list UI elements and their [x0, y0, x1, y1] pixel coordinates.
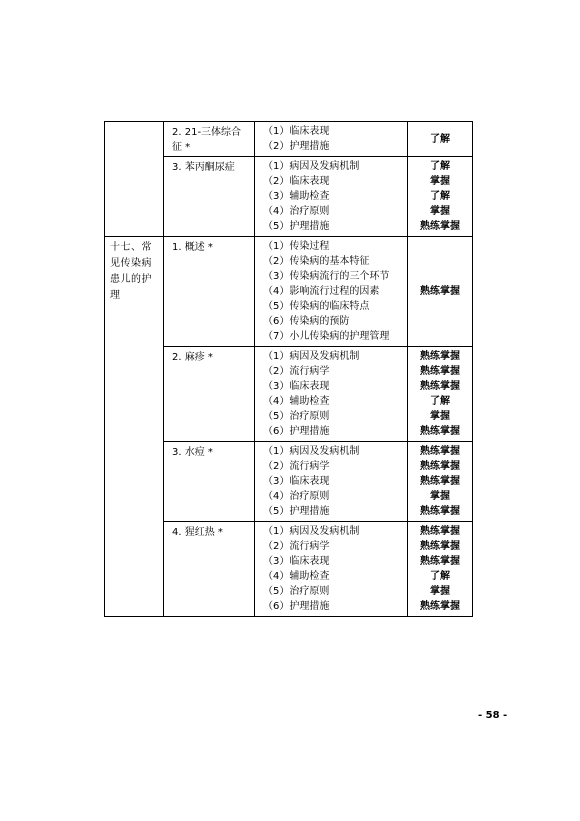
topic-title: 1. 概述 *: [172, 242, 213, 253]
topic-title: 2. 麻疹 *: [172, 352, 213, 363]
content-cell: [255, 442, 408, 522]
requirement-level: 了解: [430, 161, 450, 172]
content-item: （3）临床表现: [263, 556, 330, 567]
content-item: （4）治疗原则: [263, 491, 330, 502]
syllabus-table: [104, 121, 473, 617]
topic-title: 3. 水痘 *: [172, 447, 213, 458]
unit-title: 十七、常见传染病患儿的护理: [110, 242, 152, 301]
content-item: （2）传染病的基本特征: [263, 256, 370, 267]
requirement-level: 熟练掌握: [420, 221, 460, 232]
requirement-level: 熟练掌握: [420, 446, 460, 457]
requirement-level: 熟练掌握: [420, 461, 460, 472]
content-item: （6）护理措施: [263, 601, 330, 612]
content-cell: [255, 522, 408, 617]
requirement-cell: [408, 442, 473, 522]
requirement-level: 掌握: [430, 491, 450, 502]
topic-cell: [164, 522, 255, 617]
content-cell: [255, 122, 408, 157]
content-item: （1）病因及发病机制: [263, 161, 360, 172]
topic-title: 2. 21-三体综合征 *: [172, 127, 242, 153]
topic-cell: [164, 442, 255, 522]
requirement-level: 熟练掌握: [420, 506, 460, 517]
content-item: （7）小儿传染病的护理管理: [263, 331, 390, 342]
requirement-cell: [408, 237, 473, 347]
requirement-level: 了解: [430, 571, 450, 582]
content-item: （2）流行病学: [263, 366, 330, 377]
topic-cell: [164, 347, 255, 442]
content-item: （5）护理措施: [263, 221, 330, 232]
table-row: [105, 122, 473, 157]
content-item: （4）影响流行过程的因素: [263, 286, 380, 297]
content-item: （3）辅助检查: [263, 191, 330, 202]
content-item: （5）传染病的临床特点: [263, 301, 370, 312]
topic-cell: [164, 237, 255, 347]
content-cell: [255, 237, 408, 347]
requirement-level: 熟练掌握: [420, 286, 460, 297]
content-cell: [255, 157, 408, 237]
requirement-cell: [408, 347, 473, 442]
requirement-level: 了解: [430, 396, 450, 407]
content-cell: [255, 347, 408, 442]
content-item: （1）病因及发病机制: [263, 526, 360, 537]
page-number: - 58 -: [478, 710, 508, 721]
requirement-level: 熟练掌握: [420, 366, 460, 377]
requirement-level: 熟练掌握: [420, 601, 460, 612]
requirement-level: 熟练掌握: [420, 541, 460, 552]
requirement-level: 掌握: [430, 176, 450, 187]
content-item: （3）临床表现: [263, 381, 330, 392]
content-item: （2）流行病学: [263, 541, 330, 552]
requirement-level: 了解: [430, 133, 450, 145]
unit-cell: [105, 237, 164, 617]
requirement-level: 熟练掌握: [420, 426, 460, 437]
requirement-level: 熟练掌握: [420, 351, 460, 362]
requirement-level: 熟练掌握: [420, 526, 460, 537]
content-item: （1）病因及发病机制: [263, 351, 360, 362]
content-item: （5）治疗原则: [263, 586, 330, 597]
requirement-level: 掌握: [430, 206, 450, 217]
unit-cell: [105, 122, 164, 237]
content-item: （5）护理措施: [263, 506, 330, 517]
topic-cell: [164, 157, 255, 237]
requirement-cell: [408, 157, 473, 237]
content-item: （2）护理措施: [263, 141, 330, 152]
topic-title: 4. 猩红热 *: [172, 527, 223, 538]
content-item: （5）治疗原则: [263, 411, 330, 422]
content-item: （3）传染病流行的三个环节: [263, 271, 390, 282]
content-item: （1）病因及发病机制: [263, 446, 360, 457]
topic-cell: [164, 122, 255, 157]
requirement-level: 掌握: [430, 411, 450, 422]
content-item: （1）临床表现: [263, 126, 330, 137]
requirement-cell: [408, 522, 473, 617]
requirement-level: 熟练掌握: [420, 556, 460, 567]
content-item: （2）临床表现: [263, 176, 330, 187]
requirement-level: 了解: [430, 191, 450, 202]
content-item: （4）治疗原则: [263, 206, 330, 217]
content-item: （4）辅助检查: [263, 571, 330, 582]
requirement-level: 熟练掌握: [420, 381, 460, 392]
content-item: （6）护理措施: [263, 426, 330, 437]
content-item: （4）辅助检查: [263, 396, 330, 407]
content-item: （1）传染过程: [263, 241, 330, 252]
content-item: （6）传染病的预防: [263, 316, 350, 327]
topic-title: 3. 苯丙酮尿症: [172, 162, 235, 173]
content-item: （3）临床表现: [263, 476, 330, 487]
requirement-cell: [408, 122, 473, 157]
table-row: [105, 237, 473, 347]
requirement-level: 熟练掌握: [420, 476, 460, 487]
requirement-level: 掌握: [430, 586, 450, 597]
content-item: （2）流行病学: [263, 461, 330, 472]
